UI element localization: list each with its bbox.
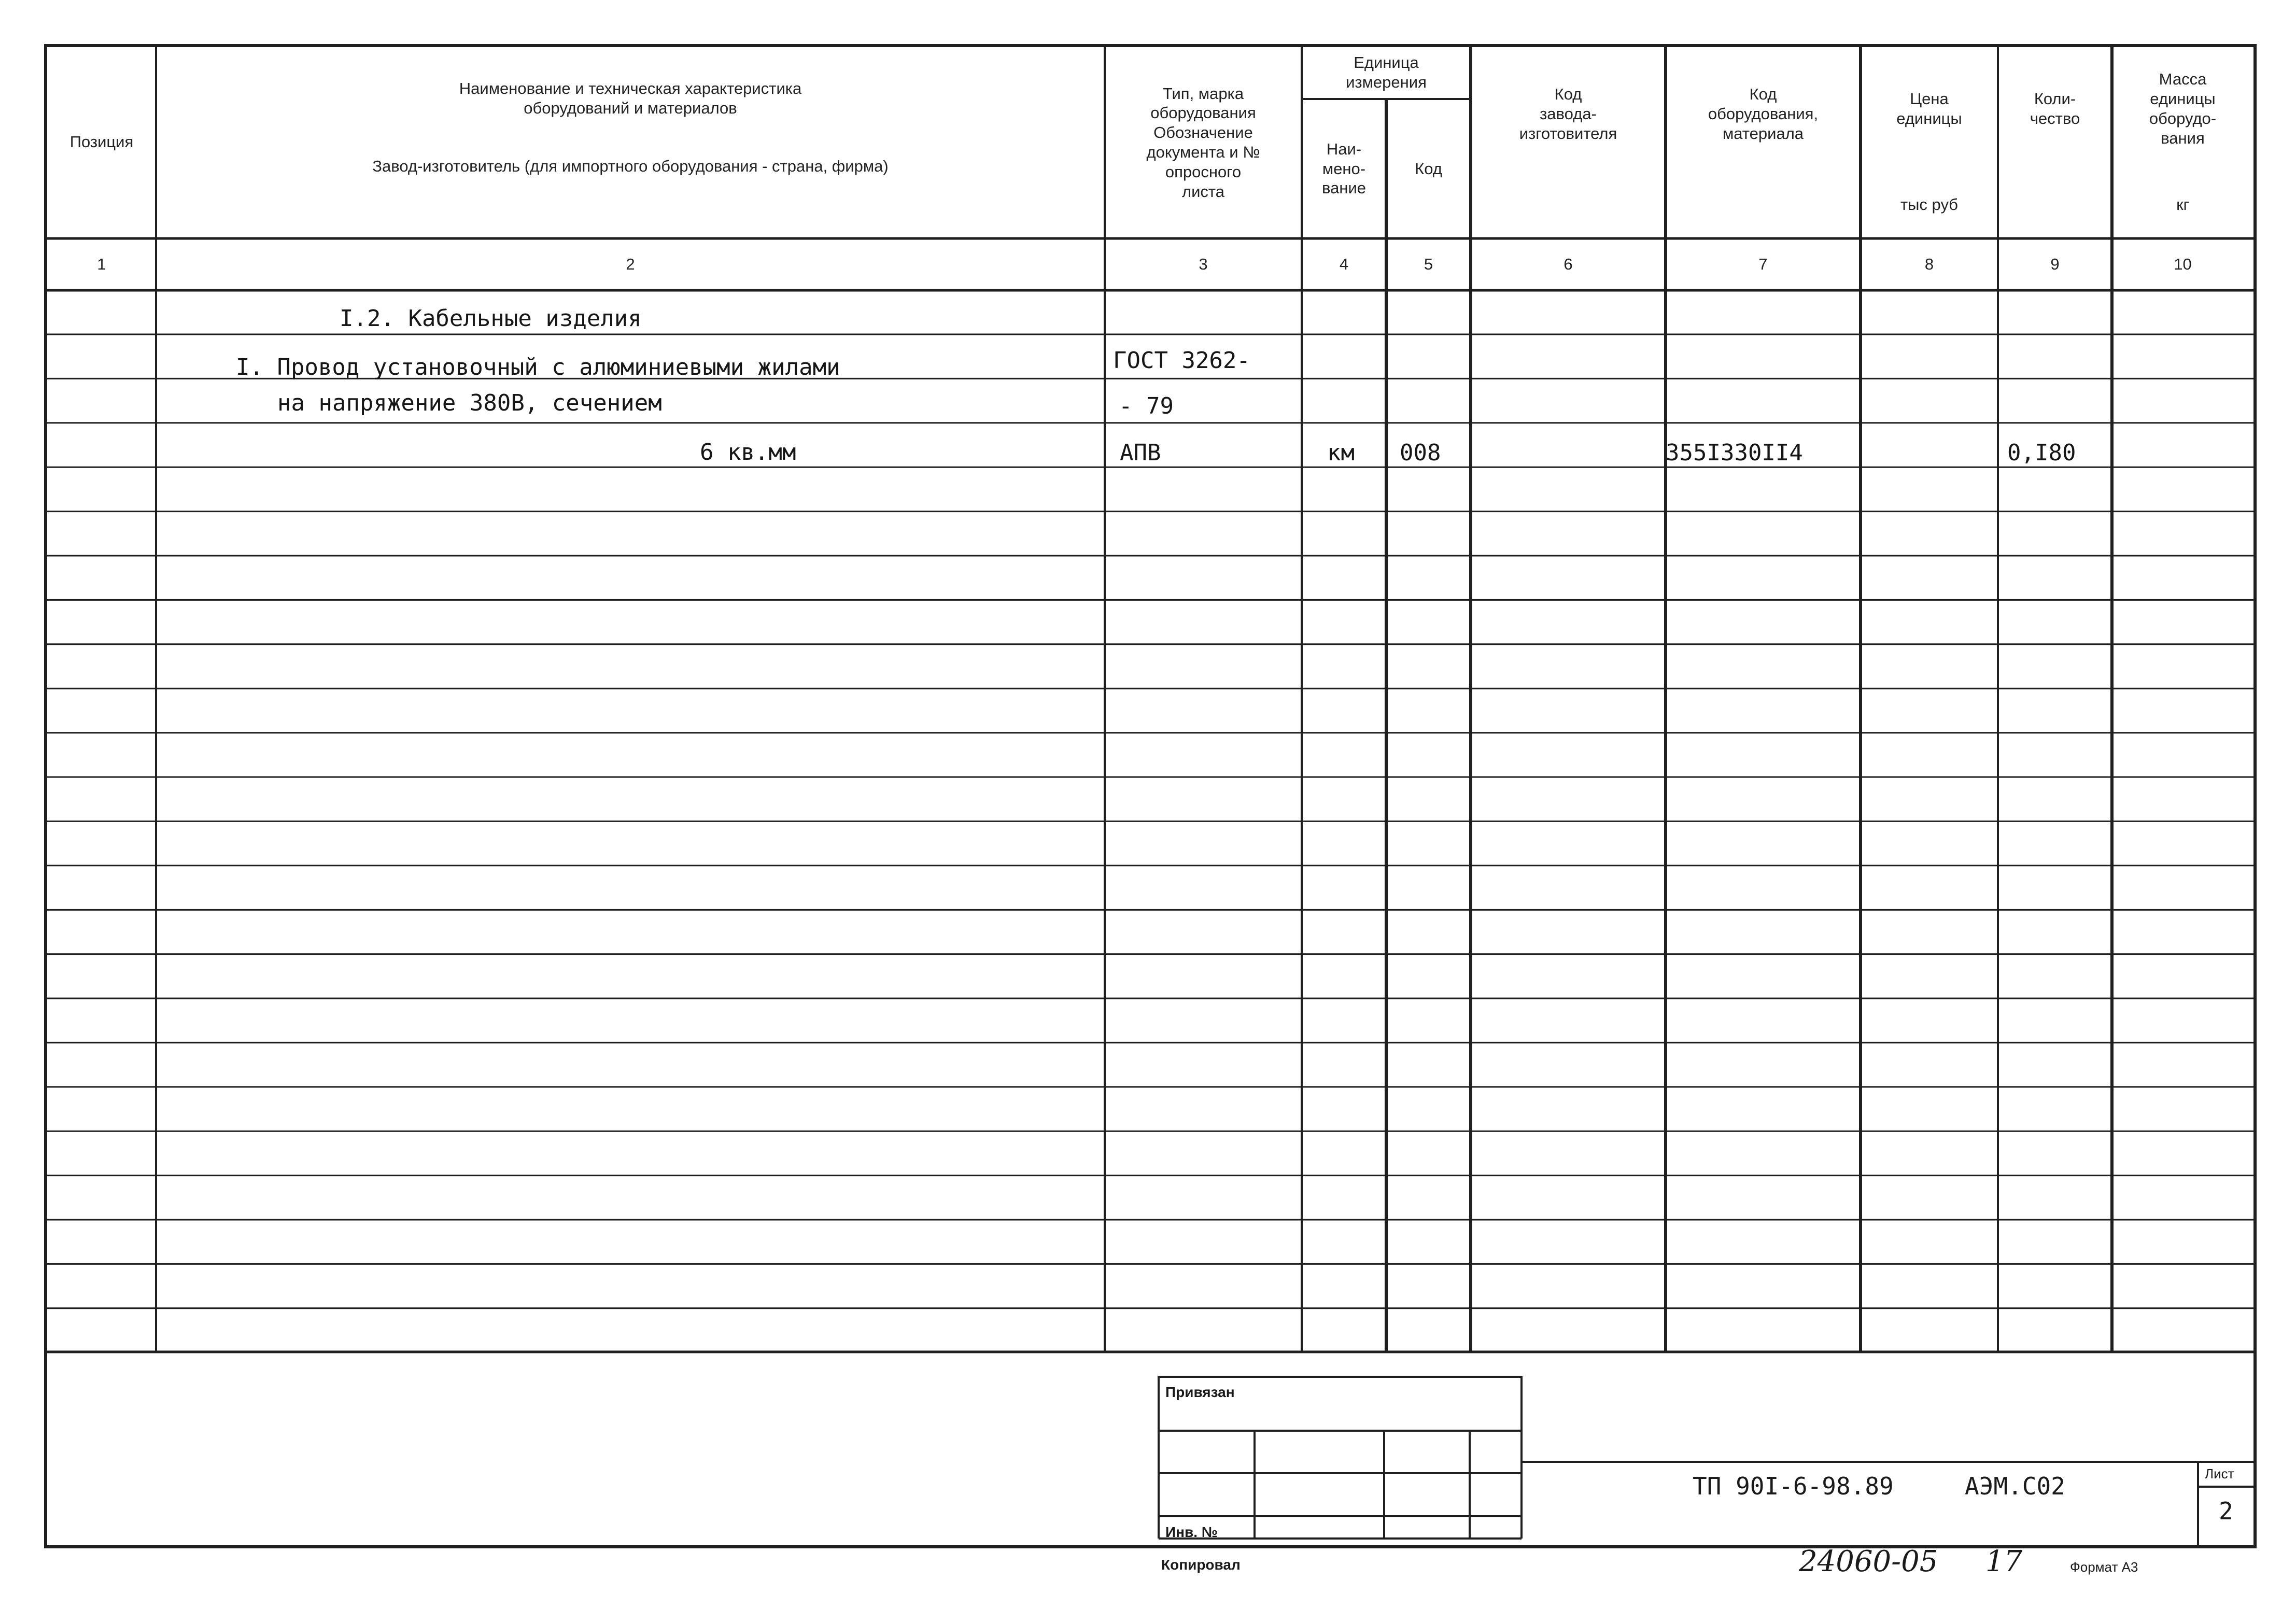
header-unit-price: Цена единицы — [1896, 90, 1962, 128]
item-quantity: 0,I80 — [2007, 440, 2076, 466]
item-standard-line1: ГОСТ 3262- — [1113, 347, 1250, 374]
privyazan-label: Привязан — [1165, 1384, 1235, 1400]
header-unit-name: Наи- мено- вание — [1321, 139, 1367, 197]
column-number-1: 1 — [97, 255, 106, 273]
item-material-code: 355I330II4 — [1666, 440, 1803, 466]
sheet-label: Лист — [2205, 1466, 2234, 1481]
header-mass-unit: кг — [2176, 195, 2189, 214]
column-number-9: 9 — [2050, 255, 2060, 273]
item-unit-code: 008 — [1400, 440, 1441, 466]
item-description-line3: 6 кв.мм — [700, 439, 796, 465]
inventory-number-label: Инв. № — [1165, 1524, 1218, 1540]
item-standard-line2: - 79 — [1119, 393, 1174, 419]
column-number-2: 2 — [626, 255, 635, 273]
document-code: ТП 90I-6-98.89 — [1693, 1472, 1894, 1500]
column-number-5: 5 — [1424, 255, 1433, 273]
header-equipment-code: Код оборудования, материала — [1708, 85, 1819, 143]
header-quantity: Коли- чество — [2030, 90, 2080, 128]
header-unit-measure: Единица измерения — [1346, 53, 1427, 91]
section-title: I.2. Кабельные изделия — [340, 305, 642, 332]
column-number-10: 10 — [2174, 255, 2192, 273]
sheet-number: 2 — [2219, 1497, 2233, 1525]
header-unit-code: Код — [1415, 159, 1442, 178]
archive-stamp-page: 17 — [1985, 1545, 2023, 1578]
item-description-line2: на напряжение 380В, сечением — [277, 390, 662, 416]
archive-stamp-number: 24060-05 — [1799, 1545, 1938, 1578]
copied-label: Копировал — [1161, 1557, 1241, 1573]
format-label: Формат А3 — [2070, 1559, 2138, 1575]
header-name-line2: оборудований и материалов — [524, 99, 737, 117]
header-position: Позиция — [69, 133, 134, 151]
column-number-4: 4 — [1339, 255, 1349, 273]
column-number-6: 6 — [1563, 255, 1573, 273]
column-number-8: 8 — [1924, 255, 1934, 273]
item-description-line1: I. Провод установочный с алюминиевыми жилами — [236, 354, 840, 380]
column-number-3: 3 — [1199, 255, 1208, 273]
document-mark: АЭМ.С02 — [1965, 1472, 2065, 1500]
header-unit-price-unit: тыс руб — [1900, 195, 1959, 214]
item-unit-name: км — [1327, 440, 1355, 466]
header-manufacturer: Завод-изготовитель (для импортного оборудования - страна, фирма) — [372, 157, 889, 176]
header-manufacturer-code: Код завода- изготовителя — [1519, 85, 1617, 143]
column-number-7: 7 — [1758, 255, 1768, 273]
header-type-mark: Тип, марка оборудования Обозначение документа и № опросного листа — [1146, 84, 1260, 201]
header-name-line1: Наименование и техническая характеристика — [459, 79, 802, 98]
item-mark: АПВ — [1120, 440, 1161, 466]
header-mass: Масса единицы оборудо- вания — [2149, 70, 2217, 147]
header-name — [156, 78, 1105, 119]
